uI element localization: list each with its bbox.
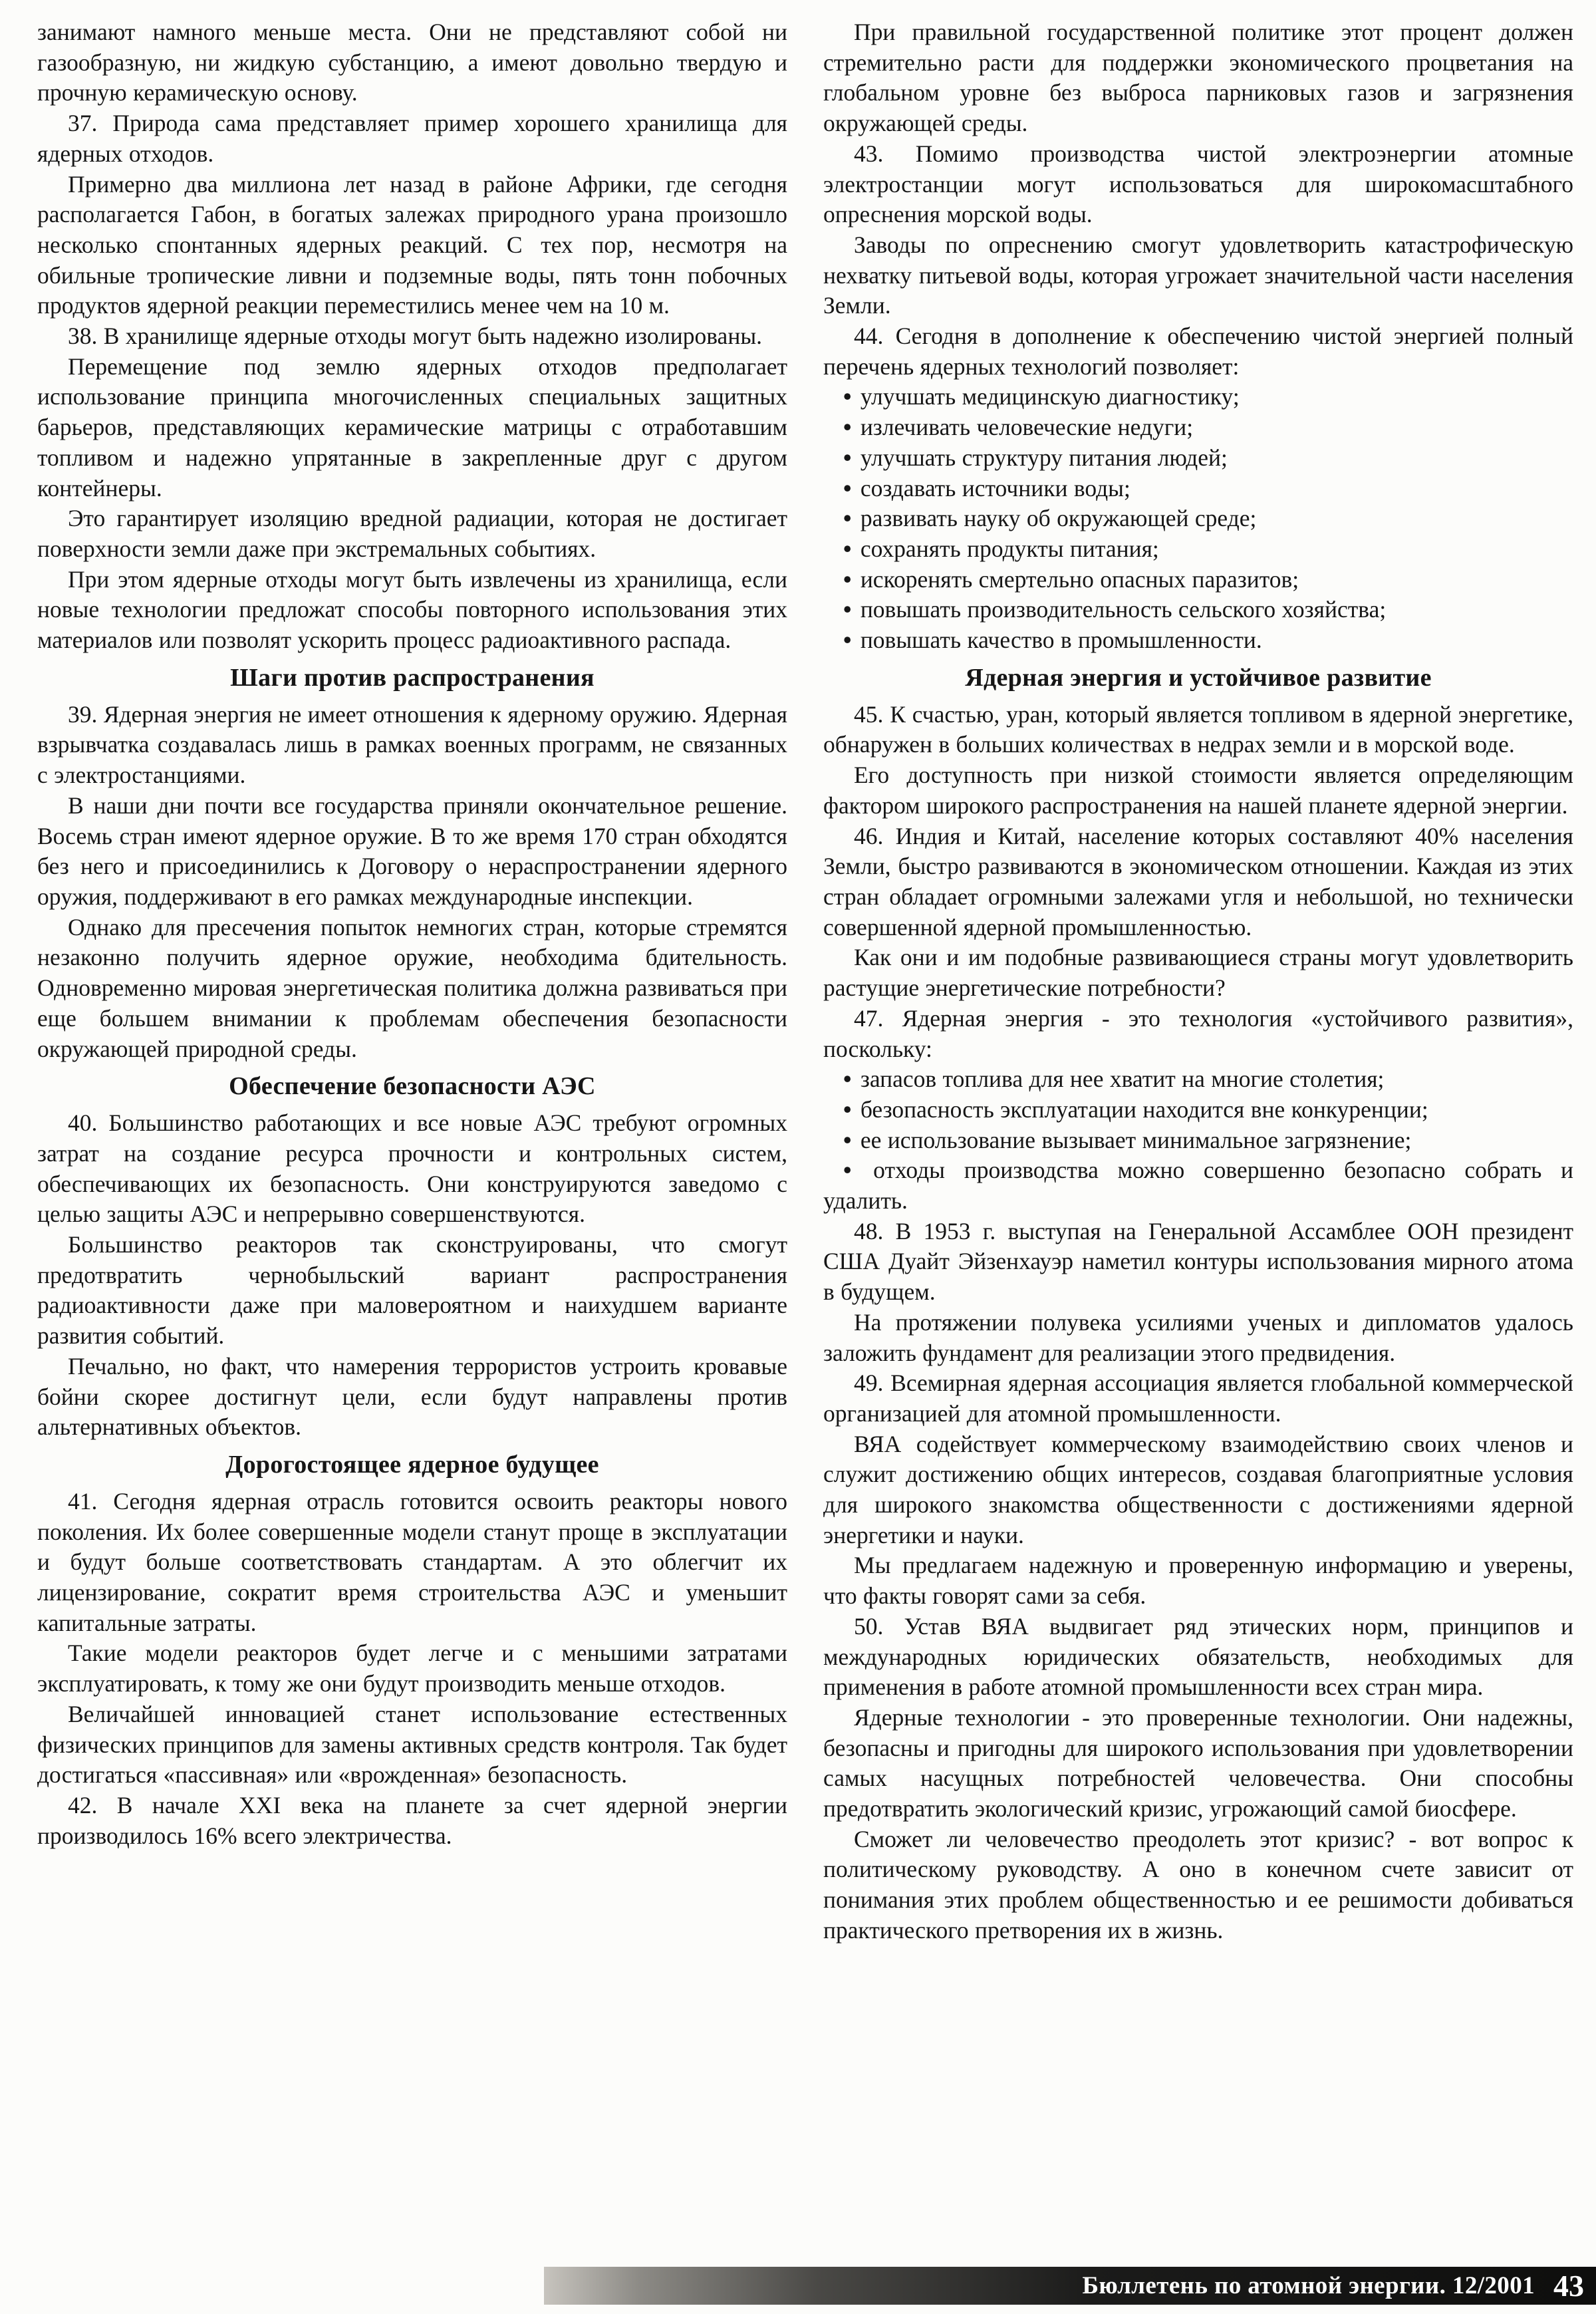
bullet-item xyxy=(823,625,1573,656)
right-column xyxy=(823,17,1573,1946)
bullet-text: улучшать медицинскую диагностику; xyxy=(860,383,1240,410)
paragraph: 44. Сегодня в дополнение к обеспечению чистой энергией полный перечень ядерных технологий позволяет: xyxy=(823,323,1573,380)
paragraph: Заводы по опреснению смогут удовлетворить катастрофическую нехватку питьевой воды, которая угрожает значительной части населения Земли. xyxy=(823,231,1573,319)
left-column xyxy=(37,17,787,1946)
bullet-item xyxy=(823,1125,1573,1156)
bullet-item xyxy=(823,534,1573,565)
paragraph: Мы предлагаем надежную и проверенную информацию и уверены, что факты говорят сами за себя. xyxy=(823,1552,1573,1610)
paragraph: При правильной государственной политике этот процент должен стремительно расти для поддержки экономического процветания на глобальном уровне без выброса парниковых газов и загрязнения окружающей среды. xyxy=(823,19,1573,137)
paragraph: 49. Всемирная ядерная ассоциация является глобальной коммерческой организацией для атомной промышленности. xyxy=(823,1370,1573,1427)
bullet-text: повышать производительность сельского хозяйства; xyxy=(860,596,1387,623)
paragraph: 42. В начале XXI века на планете за счет ядерной энергии производилось 16% всего электричества. xyxy=(37,1791,787,1849)
paragraph: На протяжении полувека усилиями ученых и дипломатов удалось заложить фундамент для реализации этого предвидения. xyxy=(823,1308,1573,1366)
bullet-item xyxy=(823,1155,1573,1216)
paragraph: 38. В хранилище ядерные отходы могут быть надежно изолированы. xyxy=(68,323,763,350)
paragraph: Печально, но факт, что намерения террористов устроить кровавые бойни скорее достигнут цели, если будут направлены против альтернативных объектов. xyxy=(37,1352,787,1441)
bullet-item xyxy=(823,504,1573,534)
paragraph: Как они и им подобные развивающиеся страны могут удовлетворить растущие энергетические потребности? xyxy=(823,944,1573,1002)
bullet-item xyxy=(823,443,1573,474)
bullet-icon: • xyxy=(843,1095,858,1123)
paragraph: Это гарантирует изоляцию вредной радиации, которая не достигает поверхности земли даже при экстремальных событиях. xyxy=(37,505,787,562)
bullet-icon: • xyxy=(843,444,858,471)
paragraph: 37. Природа сама представляет пример хорошего хранилища для ядерных отходов. xyxy=(37,110,787,167)
paragraph: Перемещение под землю ядерных отходов предполагает использование принципа многочисленных специальных защитных барьеров, представляющих керамические матрицы с отработавшим топливом и надежно упрятанные в закрепленные друг с другом контейнеры. xyxy=(37,353,787,502)
bullet-text: запасов топлива для нее хватит на многие столетия; xyxy=(860,1066,1385,1093)
bullet-icon: • xyxy=(843,1157,871,1184)
bullet-text: излечивать человеческие недуги; xyxy=(860,414,1194,441)
bullet-text: ее использование вызывает минимальное загрязнение; xyxy=(860,1126,1412,1153)
paragraph: Сможет ли человечество преодолеть этот кризис? - вот вопрос к политическому руководству. А оно в конечном счете зависит от понимания этих проблем общественностью и ее решимости добиваться практического претворения их в жизнь. xyxy=(823,1825,1573,1944)
bullet-icon: • xyxy=(843,1126,858,1153)
section-heading: Дорогостоящее ядерное будущее xyxy=(225,1450,599,1479)
bullet-icon: • xyxy=(843,535,858,562)
bullet-icon: • xyxy=(843,414,858,441)
bullet-item xyxy=(823,382,1573,412)
paragraph: 50. Устав ВЯА выдвигает ряд этических норм, принципов и международных юридических обязательств, необходимых для применения в работе атомной промышленности всех стран мира. xyxy=(823,1612,1573,1701)
paragraph: 43. Помимо производства чистой электроэнергии атомные электростанции могут использоваться для широкомасштабного опреснения морской воды. xyxy=(823,140,1573,228)
paragraph: В наши дни почти все государства приняли окончательное решение. Восемь стран имеют ядерное оружие. В то же время 170 стран обходятся без него и присоединились к Договору о нераспространении ядерного оружия, поддерживают в его рамках международные инспекции. xyxy=(37,792,787,910)
bullet-text: безопасность эксплуатации находится вне конкуренции; xyxy=(860,1095,1428,1123)
bullet-item xyxy=(823,412,1573,443)
bullet-item xyxy=(823,1064,1573,1095)
paragraph: 40. Большинство работающих и все новые АЭС требуют огромных затрат на создание ресурса прочности и контрольных систем, обеспечивающих их безопасность. Они конструируются заведомо с целью защиты АЭС и непрерывно совершенствуются. xyxy=(37,1109,787,1228)
bullet-icon: • xyxy=(843,627,858,654)
paragraph: Такие модели реакторов будет легче и с меньшими затратами эксплуатировать, к тому же они будут производить меньше отходов. xyxy=(37,1640,787,1697)
bullet-item xyxy=(823,595,1573,625)
paragraph: 39. Ядерная энергия не имеет отношения к ядерному оружию. Ядерная взрывчатка создавалась лишь в рамках военных программ, не связанных с электростанциями. xyxy=(37,700,787,789)
bullet-text: повышать качество в промышленности. xyxy=(860,627,1262,654)
bullet-text: искоренять смертельно опасных паразитов; xyxy=(860,565,1299,593)
bullet-text: развивать науку об окружающей среде; xyxy=(860,505,1257,532)
bullet-icon: • xyxy=(843,1066,858,1093)
bullet-item xyxy=(823,1095,1573,1125)
bullet-item xyxy=(823,565,1573,595)
bullet-text: сохранять продукты питания; xyxy=(860,535,1159,562)
paragraph: 46. Индия и Китай, население которых составляют 40% населения Земли, быстро развиваются в экономическом отношении. Каждая из этих стран обладает огромными залежами угля и небольшой, но технически совершенной ядерной промышленностью. xyxy=(823,822,1573,940)
bullet-text: улучшать структуру питания людей; xyxy=(860,444,1228,471)
footer-page-number: 43 xyxy=(1553,2269,1584,2303)
bullet-item xyxy=(823,474,1573,504)
bullet-icon: • xyxy=(843,596,858,623)
bullet-icon: • xyxy=(843,383,858,410)
bullet-icon: • xyxy=(843,505,858,532)
section-heading: Ядерная энергия и устойчивое развитие xyxy=(965,663,1432,692)
paragraph: Ядерные технологии - это проверенные технологии. Они надежны, безопасны и пригодны для широкого использования при удовлетворении самых насущных потребностей человечества. Они способны предотвратить экологический кризис, угрожающий самой биосфере. xyxy=(823,1703,1573,1822)
paragraph: 45. К счастью, уран, который является топливом в ядерной энергетике, обнаружен в больших количествах в недрах земли и в морской воде. xyxy=(823,700,1573,758)
footer-journal-title: Бюллетень по атомной энергии. 12/2001 xyxy=(1082,2272,1535,2299)
paragraph: Большинство реакторов так сконструированы, что смогут предотвратить чернобыльский вариант распространения радиоактивности даже при маловероятном и наихудшем варианте развития событий. xyxy=(37,1231,787,1350)
section-heading: Шаги против распространения xyxy=(230,663,595,692)
paragraph: ВЯА содействует коммерческому взаимодействию своих членов и служит достижению общих интересов, создавая благоприятные условия для широкого знакомства общественности с достижениями ядерной энергетики и науки. xyxy=(823,1430,1573,1548)
bullet-icon: • xyxy=(843,565,858,593)
paragraph: 41. Сегодня ядерная отрасль готовится освоить реакторы нового поколения. Их более совершенные модели станут проще в эксплуатации и будут больше соответствовать стандартам. А это облегчит их лицензирование, сократит время строительства АЭС и уменьшит капитальные затраты. xyxy=(37,1487,787,1636)
bullet-text: создавать источники воды; xyxy=(860,474,1130,502)
footer-bar xyxy=(544,2267,1596,2305)
paragraph: занимают намного меньше места. Они не представляют собой ни газообразную, ни жидкую субстанцию, а имеют довольно твердую и прочную керамическую основу. xyxy=(37,19,787,106)
paragraph: Его доступность при низкой стоимости является определяющим фактором широкого распространения на нашей планете ядерной энергии. xyxy=(823,762,1573,819)
section-heading: Обеспечение безопасности АЭС xyxy=(229,1072,596,1101)
paragraph: 48. В 1953 г. выступая на Генеральной Ассамблее ООН президент США Дуайт Эйзенхауэр наметил контуры использования мирного атома в будущем. xyxy=(823,1217,1573,1306)
bullet-text: отходы производства можно совершенно безопасно собрать и удалить. xyxy=(823,1157,1573,1215)
bullet-icon: • xyxy=(843,474,858,502)
paragraph: При этом ядерные отходы могут быть извлечены из хранилища, если новые технологии предложат способы повторного использования этих материалов или позволят ускорить процесс радиоактивного распада. xyxy=(37,565,787,654)
paragraph: Примерно два миллиона лет назад в районе Африки, где сегодня располагается Габон, в богатых залежах природного урана произошло несколько спонтанных ядерных реакций. С тех пор, несмотря на обильные тропические ливни и подземные воды, пять тонн побочных продуктов ядерной реакции переместились менее чем на 10 м. xyxy=(37,170,787,319)
paragraph: Однако для пресечения попыток немногих стран, которые стремятся незаконно получить ядерное оружие, необходима бдительность. Одновременно мировая энергетическая политика должна развиваться при еще большем внимании к проблемам обеспечения безопасности окружающей природной среды. xyxy=(37,913,787,1062)
paragraph: Величайшей инновацией станет использование естественных физических принципов для замены активных средств контроля. Так будет достигаться «пассивная» или «врожденная» безопасность. xyxy=(37,1700,787,1789)
paragraph: 47. Ядерная энергия - это технология «устойчивого развития», поскольку: xyxy=(823,1004,1573,1062)
